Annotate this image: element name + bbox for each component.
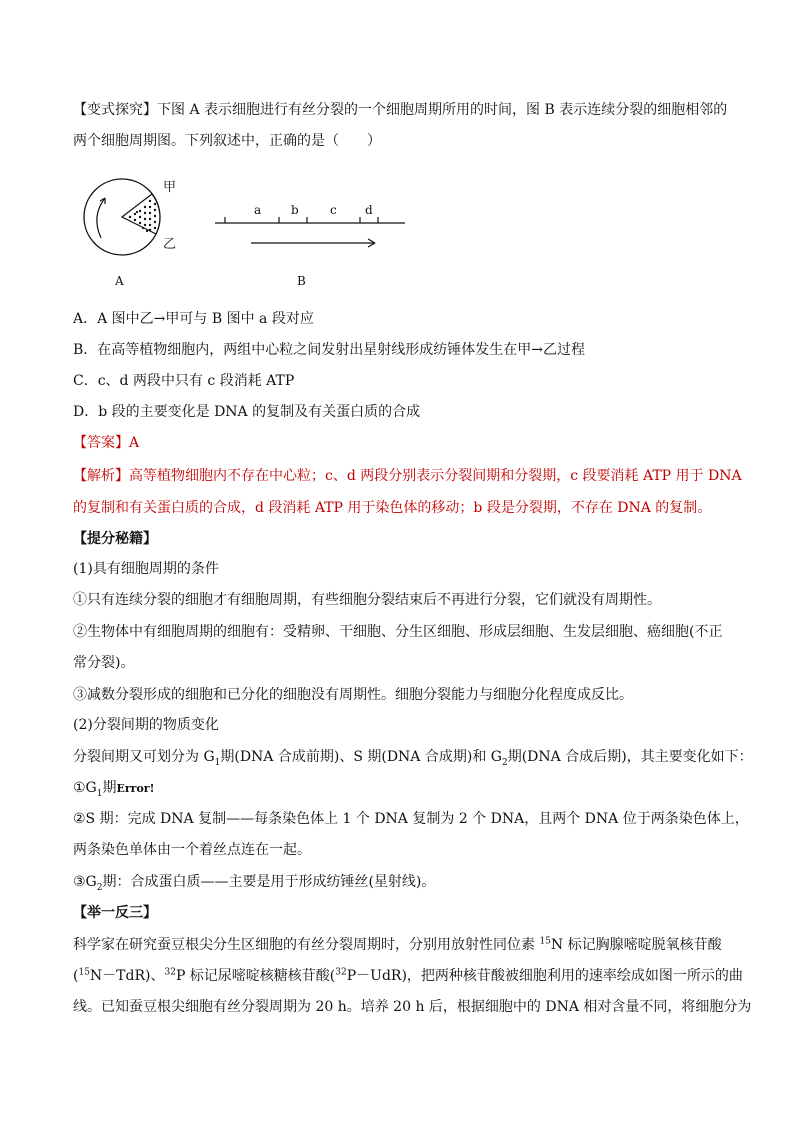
option-d: D．b 段的主要变化是 DNA 的复制及有关蛋白质的合成 [73, 404, 421, 420]
question-line-1: 【变式探究】下图 A 表示细胞进行有丝分裂的一个细胞周期所用的时间，图 B 表示连续分裂的细胞相邻的 [73, 102, 728, 118]
interphase-intro: 分裂间期又可划分为 $G_1$期(DNA 合成前期)、S 期(DNA 合成期)和 $G_2$期(DNA 合成后期)，其主要变化如下： [73, 749, 753, 768]
tips-heading: 【提分秘籍】 [73, 531, 157, 547]
example-heading: 【举一反三】 [73, 905, 157, 921]
tips-subheading-2: (2)分裂间期的物质变化 [73, 717, 219, 733]
tips-point-2a: ②生物体中有细胞周期的细胞有：受精卵、干细胞、分生区细胞、形成层细胞、生发层细胞、癌细胞(不正 [73, 624, 723, 640]
timeline-ticks [225, 217, 378, 223]
segment-b: b [291, 203, 299, 217]
cell-cycle-figure [75, 168, 415, 298]
error-field: Error! [116, 782, 155, 795]
tips-point-3: ③减数分裂形成的细胞和已分化的细胞没有周期性。细胞分裂能力与细胞分化程度成反比。 [73, 687, 633, 703]
label-jia: 甲 [163, 180, 177, 195]
label-yi: 乙 [163, 237, 177, 252]
s-phase-line-1: ②S 期：完成 DNA 复制——每条染色体上 1 个 DNA 复制为 2 个 DNA，且两个 DNA 位于两条染色体上， [73, 811, 749, 827]
analysis-line-1: 【解析】高等植物细胞内不存在中心粒；c、d 两段分别表示分裂间期和分裂期，c 段要消耗 ATP 用于 DNA [73, 468, 742, 484]
segment-a: a [254, 203, 262, 217]
s-phase-line-2: 两条染色单体由一个着丝点连在一起。 [73, 842, 311, 858]
segment-d: d [365, 203, 373, 217]
analysis-line-2: 的复制和有关蛋白质的合成，d 段消耗 ATP 用于染色体的移动；b 段是分裂期，不存在 DNA 的复制。 [73, 500, 712, 516]
figure-a-label: A [115, 274, 124, 288]
cycle-arrow [97, 198, 105, 238]
tips-point-2b: 常分裂)。 [73, 655, 135, 671]
tips-point-1: ①只有连续分裂的细胞才有细胞周期，有些细胞分裂结束后不再进行分裂，它们就没有周期性。 [73, 592, 661, 608]
option-b: B．在高等植物细胞内，两组中心粒之间发射出星射线形成纺锤体发生在甲→乙过程 [73, 342, 586, 358]
g1-phase: $①G_1$期Error! [73, 780, 155, 799]
example-line-3: 线。已知蚕豆根尖细胞有丝分裂周期为 20 h。培养 20 h 后，根据细胞中的 DNA 相对含量不同，将细胞分为 [73, 999, 752, 1015]
option-c: C．c、d 两段中只有 c 段消耗 ATP [73, 373, 295, 389]
segment-c: c [330, 203, 337, 217]
question-line-2: 两个细胞周期图。下列叙述中，正确的是（ ） [73, 133, 381, 149]
g2-phase: $③G_2$期：合成蛋白质——主要是用于形成纺锤丝(星射线)。 [73, 874, 436, 893]
tips-subheading-1: (1)具有细胞周期的条件 [73, 561, 219, 577]
example-line-2: ($^{15}$N－TdR)、$^{32}$P 标记尿嘧啶核糖核苷酸($^{32}$P－UdR)，把两种核苷酸被细胞利用的速率绘成如图一所示的曲 [73, 967, 743, 984]
figure-b-label: B [297, 274, 306, 288]
answer: 【答案】A [73, 435, 140, 451]
option-a: A．A 图中乙→甲可与 B 图中 a 段对应 [73, 311, 314, 327]
example-line-1: 科学家在研究蚕豆根尖分生区细胞的有丝分裂周期时，分别用放射性同位素 $^{15}$N 标记胸腺嘧啶脱氧核苷酸 [73, 936, 722, 953]
